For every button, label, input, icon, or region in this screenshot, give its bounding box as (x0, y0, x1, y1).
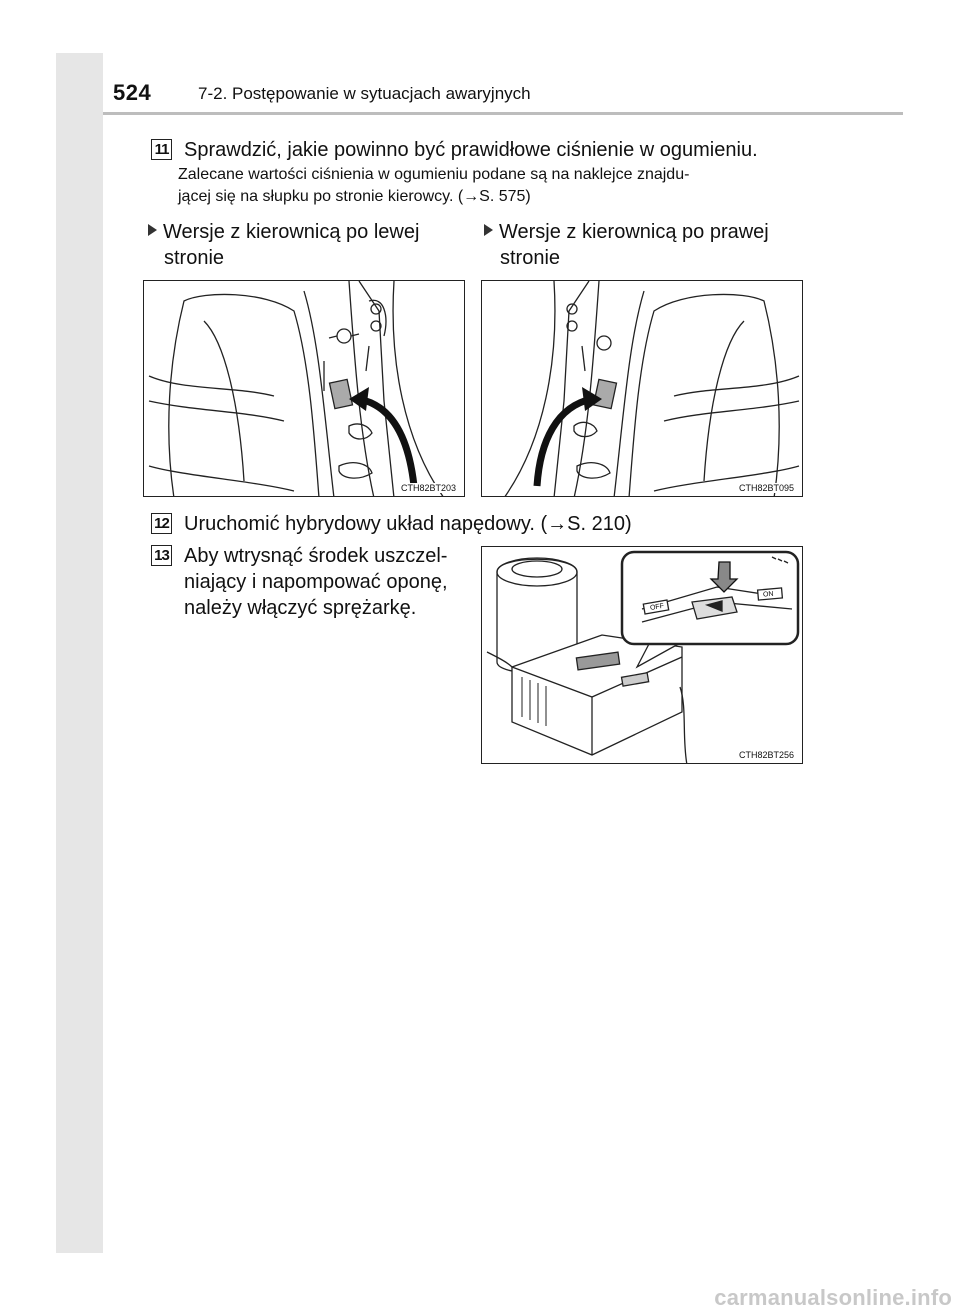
figure-left-code: CTH82BT203 (400, 483, 456, 493)
step-11-note-line1: Zalecane wartości ciśnienia w ogumieniu podane są na naklejce znajdu- (178, 166, 690, 183)
section-title: 7-2. Postępowanie w sytuacjach awaryjnych (198, 84, 531, 103)
step-11-badge: 11 (151, 139, 172, 160)
switch-off-label: OFF (649, 602, 665, 612)
bullet-triangle-icon (484, 224, 493, 236)
variant-left-line2: stronie (164, 247, 225, 269)
step-13-line1: Aby wtrysnąć środek uszczel- (184, 545, 448, 567)
switch-on-label: ON (762, 590, 774, 599)
figure-compressor (481, 546, 803, 764)
page-number: 524 (113, 80, 152, 105)
page-side-tab (56, 53, 103, 1253)
step-11-note-line2: jącej się na słupku po stronie kierowcy. (→S. 575) (178, 188, 531, 205)
figure-right-code: CTH82BT095 (738, 483, 794, 493)
variant-left-line1: Wersje z kierownicą po lewej (163, 221, 420, 243)
step-13-line3: należy włączyć sprężarkę. (184, 597, 417, 619)
figure-right-hand-drive (481, 280, 803, 497)
step-12-badge: 12 (151, 513, 172, 534)
right-pillar-illustration (482, 281, 803, 497)
step-11-note (178, 164, 808, 208)
figure-left-hand-drive (143, 280, 465, 497)
header-rule (103, 112, 903, 115)
variant-right-line1: Wersje z kierownicą po prawej (499, 221, 769, 243)
step-11-text: Sprawdzić, jakie powinno być prawidłowe ciśnienie w ogumieniu. (184, 139, 758, 161)
watermark: carmanualsonline.info (714, 1285, 952, 1310)
step-13-line2: niający i napompować oponę, (184, 571, 448, 593)
bullet-triangle-icon (148, 224, 157, 236)
step-13-badge: 13 (151, 545, 172, 566)
step-12-text: Uruchomić hybrydowy układ napędowy. (→S. 210) (184, 513, 632, 535)
variant-right-heading (484, 219, 769, 271)
compressor-illustration (482, 547, 803, 764)
variant-left-heading (148, 219, 419, 271)
left-pillar-illustration (144, 281, 465, 497)
figure-compressor-code: CTH82BT256 (738, 750, 794, 760)
step-13-text (184, 543, 448, 621)
variant-right-line2: stronie (500, 247, 561, 269)
